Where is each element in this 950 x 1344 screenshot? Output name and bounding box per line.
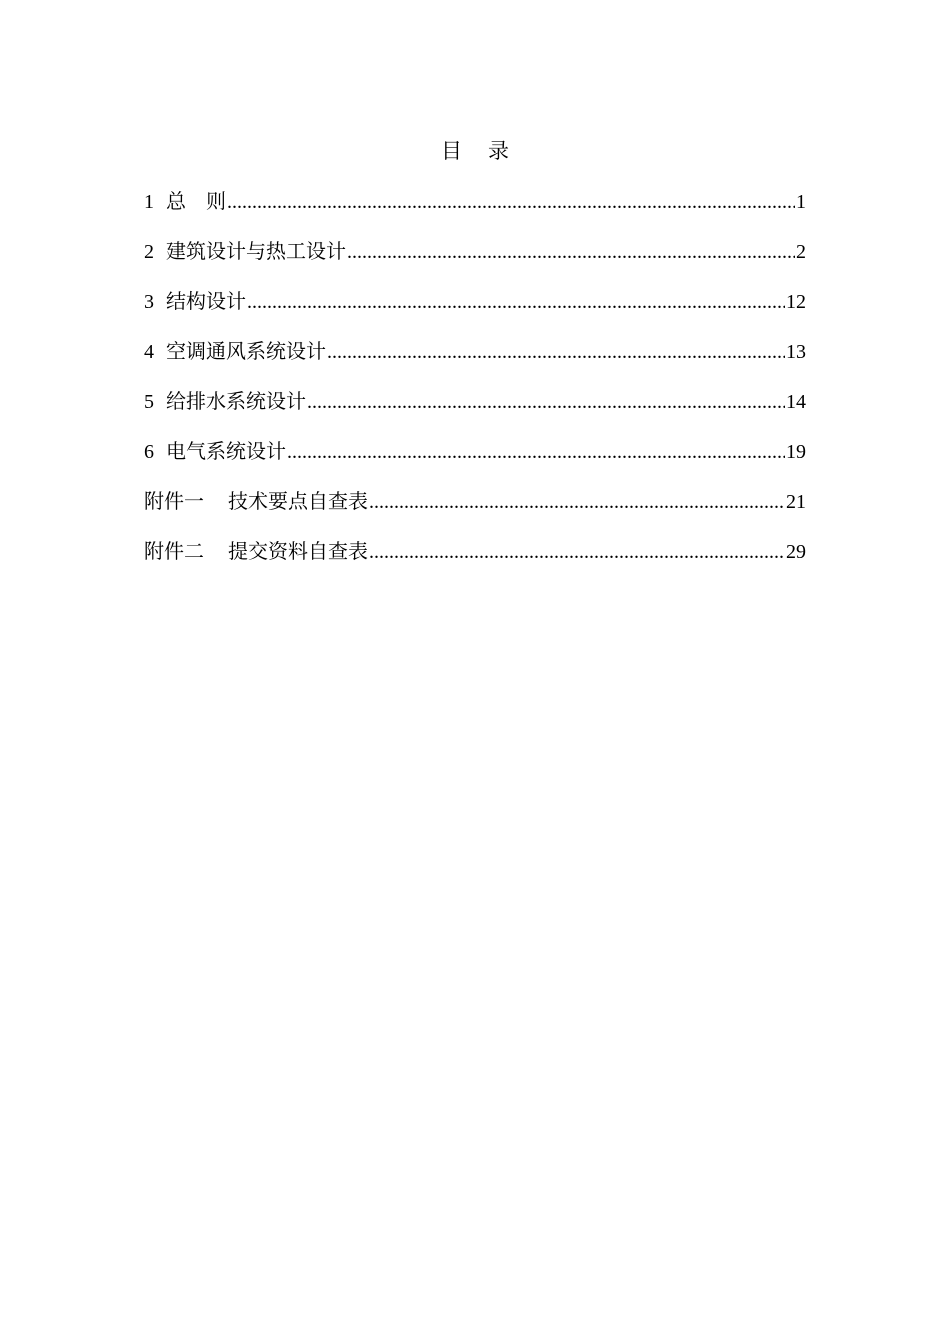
toc-entry-number: 6 (144, 441, 154, 463)
toc-entry-page: 2 (796, 241, 806, 263)
toc-entry-appendix-1[interactable] (144, 484, 806, 534)
dot-leader (287, 435, 785, 469)
title-char-2: 录 (488, 139, 509, 163)
table-of-contents (144, 184, 806, 584)
dot-leader (369, 535, 785, 569)
toc-entry-page: 29 (786, 541, 806, 563)
toc-entry-label: 技术要点自查表 (228, 489, 368, 513)
toc-entry-label: 电气系统设计 (166, 439, 286, 463)
page-title (0, 134, 950, 168)
toc-entry-page: 12 (786, 291, 806, 313)
toc-entry-number: 2 (144, 241, 154, 263)
toc-entry-number: 5 (144, 391, 154, 413)
toc-entry-number: 附件二 (144, 539, 204, 563)
toc-entry-label: 结构设计 (166, 289, 246, 313)
dot-leader (247, 285, 785, 319)
toc-entry-label: 总 则 (166, 189, 226, 213)
toc-entry-page: 1 (796, 191, 806, 213)
toc-entry-page: 13 (786, 341, 806, 363)
toc-entry-number: 附件一 (144, 489, 204, 513)
toc-entry-page: 21 (786, 491, 806, 513)
dot-leader (307, 385, 785, 419)
toc-entry-label: 空调通风系统设计 (166, 339, 326, 363)
dot-leader (327, 335, 785, 369)
dot-leader (369, 485, 785, 519)
toc-entry-appendix-2[interactable] (144, 534, 806, 584)
toc-entry-number: 4 (144, 341, 154, 363)
toc-entry-3[interactable] (144, 284, 806, 334)
toc-entry-page: 19 (786, 441, 806, 463)
toc-entry-label: 提交资料自查表 (228, 539, 368, 563)
toc-entry-6[interactable] (144, 434, 806, 484)
toc-entry-2[interactable] (144, 234, 806, 284)
toc-entry-5[interactable] (144, 384, 806, 434)
dot-leader (227, 185, 795, 219)
toc-entry-4[interactable] (144, 334, 806, 384)
toc-entry-label: 建筑设计与热工设计 (166, 239, 346, 263)
toc-entry-page: 14 (786, 391, 806, 413)
toc-entry-number: 3 (144, 291, 154, 313)
toc-entry-label: 给排水系统设计 (166, 389, 306, 413)
toc-entry-number: 1 (144, 191, 154, 213)
dot-leader (347, 235, 795, 269)
title-char-1: 目 (441, 139, 462, 163)
toc-entry-1[interactable] (144, 184, 806, 234)
